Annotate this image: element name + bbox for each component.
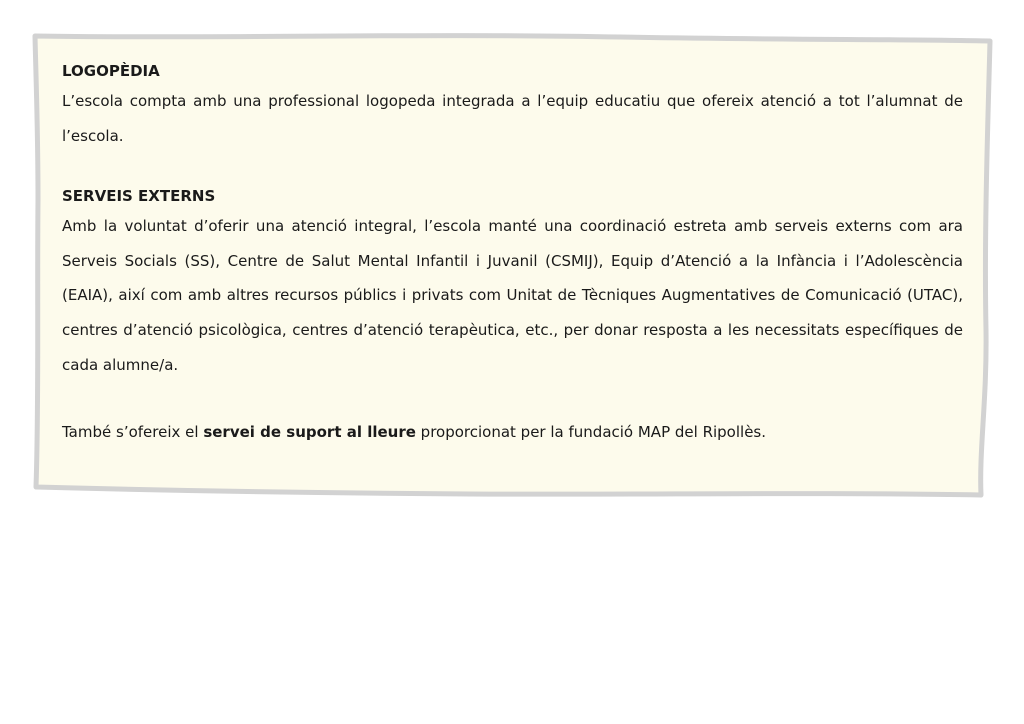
paragraph-logopedia: L’escola compta amb una professional logopeda integrada a l’equip educatiu que ofereix atenció a tot l’alumnat de l’escola. (62, 92, 963, 145)
info-box-content (62, 58, 963, 450)
section-lleure (62, 415, 963, 450)
section-serveis-externs (62, 183, 963, 382)
lleure-bold-text: servei de suport al lleure (203, 423, 416, 442)
lleure-text-after: proporcionat per la fundació MAP del Ripollès. (415, 423, 767, 442)
section-title-serveis-externs: SERVEIS EXTERNS (62, 187, 216, 206)
section-title-logopedia: LOGOPÈDIA (62, 62, 160, 80)
paragraph-serveis-externs: Amb la voluntat d’oferir una atenció integral, l’escola manté una coordinació estreta amb serveis externs com ara Serveis Socials (SS), Centre de Salut Mental Infantil i Juvanil (CSMIJ), Equip d’Atenció a la Infància i l’Adolescència (EAIA), així com amb altres recursos públics i privats com Unitat de Tècniques Augmentatives de Comunicació (UTAC), centres d’atenció psicològica, centres d’atenció terapèutica, etc., per donar resposta a les necessitats específiques de cada alumne/a. (62, 217, 963, 374)
lleure-text-before: També s’ofereix el (62, 423, 204, 442)
paragraph-lleure (62, 415, 963, 450)
section-logopedia (62, 58, 963, 153)
